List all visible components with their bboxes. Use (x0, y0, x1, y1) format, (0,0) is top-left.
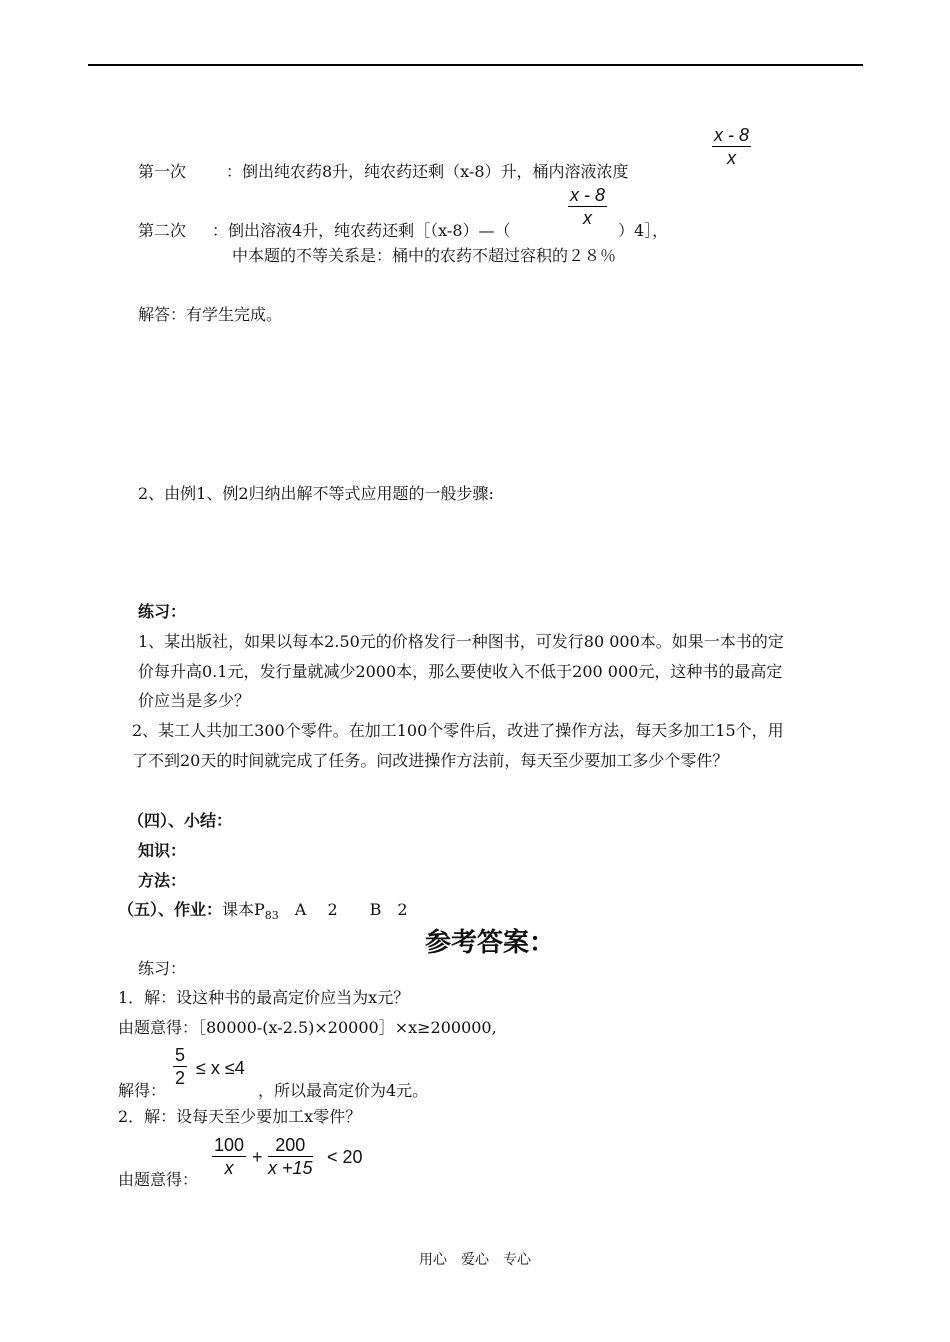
answer-2-fraction-2 (268, 1134, 313, 1179)
homework-heading: （五）、作业： (118, 900, 223, 919)
answer-note: 解答：有学生完成。 (138, 305, 283, 324)
answer-1-conclusion: ，所以最高定价为4元。 (258, 1081, 429, 1100)
answer-1-line-2: 由题意得：［80000-(x-2.5)×20000］×x≥200000, (118, 1018, 497, 1037)
fraction-denominator: x (583, 208, 592, 228)
answer-2-fraction-1 (212, 1134, 246, 1179)
homework-text: 课本P (222, 900, 265, 919)
answer-1-line-1: 1．解：设这种书的最高定价应当为x元？ (118, 988, 410, 1007)
answers-title: 参考答案： (425, 928, 556, 958)
answers-practice: 练习： (138, 959, 187, 978)
fraction-numerator: x - 8 (570, 185, 606, 205)
answer-2-relation: < 20 (327, 1147, 363, 1167)
fraction-denominator: x +15 (268, 1158, 313, 1178)
step1-concentration-fraction (712, 124, 751, 169)
exercise-2-line-2: 了不到20天的时间就完成了任务。问改进操作方法前，每天至少要加工多少个零件？ (132, 751, 729, 770)
page-footer: 用心 爱心 专心 (419, 1252, 531, 1268)
answer-1-solve-prefix: 解得： (118, 1081, 167, 1100)
exercise-1-line-3: 价应当是多少？ (138, 691, 251, 710)
step2-fraction (568, 184, 607, 229)
answer-2-plus: + (252, 1147, 263, 1167)
step2-label: 第二次 (138, 221, 187, 240)
exercise-1-line-1: 1、某出版社，如果以每本2.50元的价格发行一种图书，可发行80 000本。如果一本书的定 (138, 632, 784, 651)
answer-2-line-1: 2．解：设每天至少要加工x零件？ (118, 1107, 362, 1126)
exercises-heading: 练习： (138, 602, 187, 621)
summary-knowledge: 知识： (138, 841, 187, 860)
summary-method: 方法： (138, 871, 187, 890)
fraction-denominator: x (224, 1158, 234, 1178)
header-rule (88, 64, 863, 66)
exercise-1-line-2: 价每升高0.1元，发行量就减少2000本，那么要使收入不低于200 000元，这种书的最高定 (138, 662, 783, 681)
answer-1-inequality: ≤ x ≤4 (196, 1058, 245, 1078)
answer-2-prefix: 由题意得： (118, 1170, 199, 1189)
fraction-numerator: 200 (275, 1135, 306, 1155)
step1-text: ：倒出纯农药8升，纯农药还剩（x-8）升，桶内溶液浓度 (226, 162, 629, 181)
fraction-denominator: 2 (175, 1068, 186, 1088)
homework-page-number: 83 (264, 909, 279, 923)
homework-rest: A 2 B 2 (278, 900, 408, 919)
exercise-2-line-1: 2、某工人共加工300个零件。在加工100个零件后，改进了操作方法，每天多加工15个，用 (132, 721, 784, 740)
fraction-numerator: 100 (214, 1135, 245, 1155)
fraction-denominator: x (727, 148, 736, 168)
answer-1-fraction (173, 1044, 187, 1089)
step2-text-a: ：倒出溶液4升，纯农药还剩［（x-8）—（ (212, 221, 511, 240)
homework-line (118, 900, 408, 926)
inequality-relation: 中本题的不等关系是：桶中的农药不超过容积的２８％ (232, 246, 617, 265)
fraction-numerator: 5 (175, 1045, 186, 1065)
step1-label: 第一次 (138, 162, 187, 181)
step2-text-b: ）4］， (618, 221, 669, 240)
fraction-numerator: x - 8 (714, 125, 750, 145)
point-2: 2、由例1、例2归纳出解不等式应用题的一般步骤: (138, 484, 494, 503)
summary-heading: （四）、小结： (128, 811, 233, 830)
